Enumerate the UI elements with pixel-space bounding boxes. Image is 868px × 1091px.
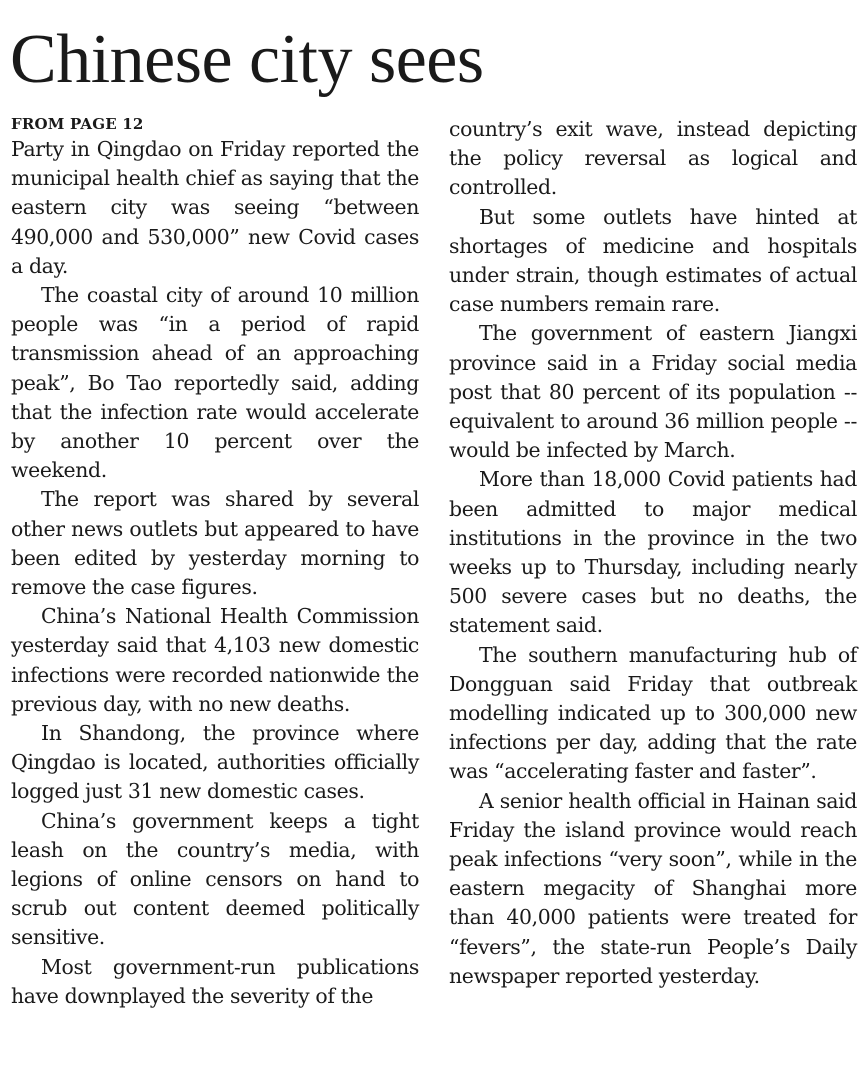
paragraph: But some outlets have hinted at shortages of medicine and hospitals under strain, though estimates of actual case numbers remain rare. (449, 204, 857, 317)
right-column (449, 115, 857, 991)
continuation-kicker: FROM PAGE 12 (11, 115, 144, 133)
paragraph: China’s National Health Commission yesterday said that 4,103 new domestic infections were recorded nationwide the previous day, with no new deaths. (11, 604, 419, 716)
headline: Chinese city sees (10, 21, 484, 98)
paragraph: The report was shared by several other news outlets but appeared to have been edited by yesterday morning to remove the case figures. (11, 487, 419, 600)
paragraph: More than 18,000 Covid patients had been admitted to major medical institutions in the province in the two weeks up to Thursday, including nearly 500 severe cases but no deaths, the statement said. (449, 467, 857, 638)
paragraph: China’s government keeps a tight leash on the country’s media, with legions of online censors on hand to scrub out content deemed politically sensitive. (11, 808, 419, 950)
paragraph: Party in Qingdao on Friday reported the municipal health chief as saying that the eastern city was seeing “between 490,000 and 530,000” new Covid cases a day. (11, 137, 419, 278)
paragraph: A senior health official in Hainan said Friday the island province would reach peak infections “very soon”, while in the eastern megacity of Shanghai more than 40,000 patients were treated for “fevers”, the state-run People’s Daily newspaper reported yesterday. (449, 788, 857, 988)
paragraph: The government of eastern Jiangxi province said in a Friday social media post that 80 percent of its population -- equivalent to around 36 million people -- would be infected by March. (449, 321, 857, 463)
paragraph: In Shandong, the province where Qingdao is located, authorities officially logged just 31 new domestic cases. (11, 721, 419, 804)
paragraph: The coastal city of around 10 million people was “in a period of rapid transmission ahead of an approaching peak”, Bo Tao reportedly said, adding that the infection rate would accelerate by another 10 percent over the weekend. (11, 283, 419, 483)
paragraph: Most government-run publications have downplayed the severity of the (11, 954, 419, 1008)
paragraph: country’s exit wave, instead depicting the policy reversal as logical and controlled. (449, 117, 857, 200)
left-column (11, 113, 419, 1011)
paragraph: The southern manufacturing hub of Dongguan said Friday that outbreak modelling indicated up to 300,000 new infections per day, adding that the rate was “accelerating faster and faster”. (449, 642, 857, 784)
